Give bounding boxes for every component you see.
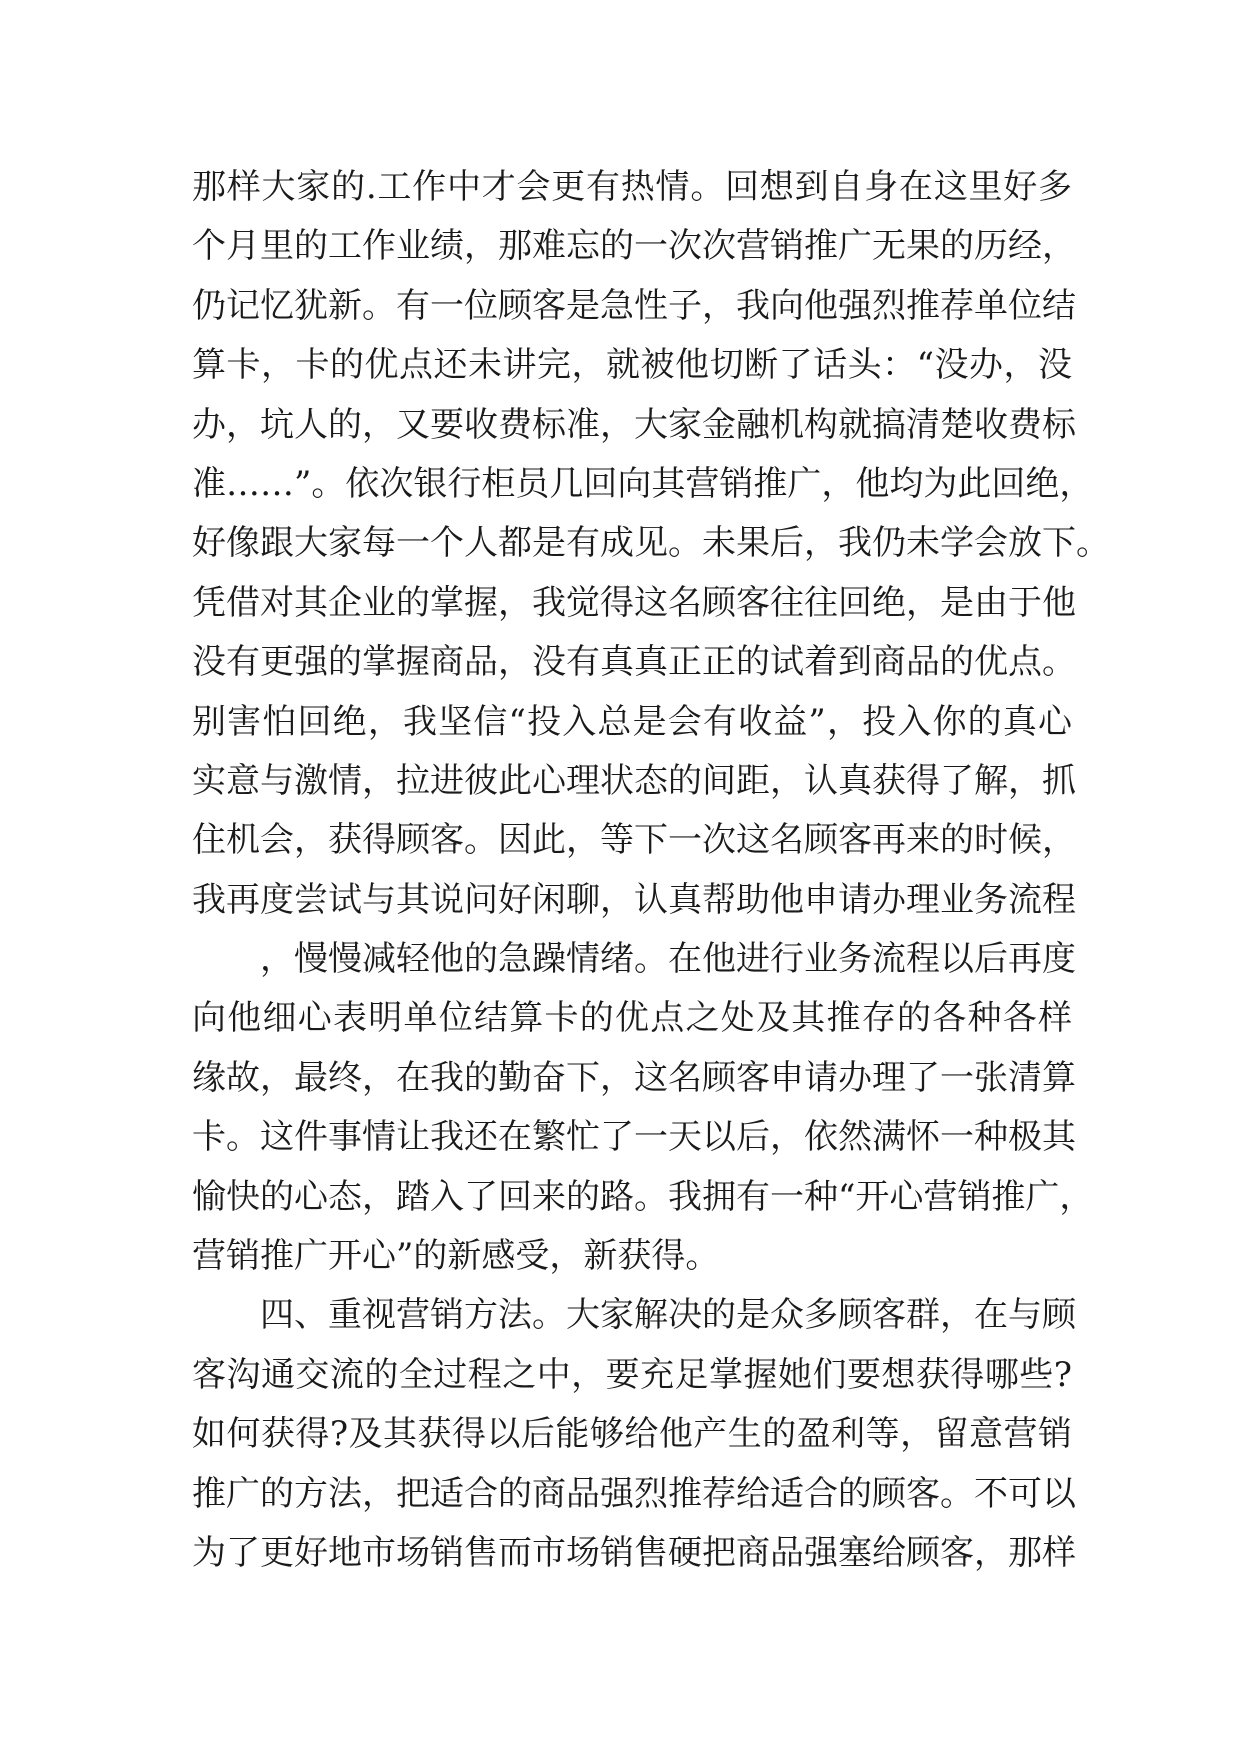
text-line: 那样大家的.工作中才会更有热情。回想到自身在这里好多	[192, 167, 1072, 207]
text-line: 推广的方法，把适合的商品强烈推荐给适合的顾客。不可以	[192, 1473, 1076, 1514]
text-line: 别害怕回绝，我坚信“投入总是会有收益”，投入你的真心	[192, 701, 1072, 742]
text-line: 营销推广开心”的新感受，新获得。	[192, 1236, 720, 1277]
text-line: 我再度尝试与其说问好闲聊，认真帮助他申请办理业务流程	[192, 879, 1076, 920]
text-line: 向他细心表明单位结算卡的优点之处及其推存的各种各样	[192, 998, 1072, 1039]
text-line: 准……”。依次银行柜员几回向其营销推广，他均为此回绝，	[192, 463, 1094, 504]
text-line: 愉快的心态，踏入了回来的路。我拥有一种“开心营销推广，	[192, 1176, 1094, 1217]
text-line: 实意与激情，拉进彼此心理状态的间距，认真获得了解，抓	[192, 760, 1076, 801]
text-line: 如何获得?及其获得以后能够给他产生的盈利等，留意营销	[192, 1414, 1072, 1455]
text-line: 住机会，获得顾客。因此，等下一次这名顾客再来的时候，	[192, 820, 1076, 861]
text-line: 算卡，卡的优点还未讲完，就被他切断了话头：“没办，没	[192, 345, 1072, 386]
text-line: 为了更好地市场销售而市场销售硬把商品强塞给顾客，那样	[192, 1532, 1076, 1573]
text-line: 四、重视营销方法。大家解决的是众多顾客群，在与顾	[260, 1295, 1076, 1336]
text-line: 办，坑人的，又要收费标准，大家金融机构就搞清楚收费标	[192, 404, 1076, 445]
text-line: 卡。这件事情让我还在繁忙了一天以后，依然满怀一种极其	[192, 1117, 1076, 1158]
text-line: 仍记忆犹新。有一位顾客是急性子，我向他强烈推荐单位结	[192, 285, 1076, 326]
text-line: 个月里的工作业绩，那难忘的一次次营销推广无果的历经，	[192, 226, 1076, 267]
body-text	[192, 158, 1110, 1583]
text-line: 缘故，最终，在我的勤奋下，这名顾客申请办理了一张清算	[192, 1057, 1076, 1098]
text-line: 好像跟大家每一个人都是有成见。未果后，我仍未学会放下。	[192, 523, 1110, 564]
text-line: 客沟通交流的全过程之中，要充足掌握她们要想获得哪些?	[192, 1354, 1072, 1395]
text-line: 凭借对其企业的掌握，我觉得这名顾客往往回绝，是由于他	[192, 582, 1076, 623]
text-line: ，慢慢减轻他的急躁情绪。在他进行业务流程以后再度	[260, 939, 1076, 980]
text-line: 没有更强的掌握商品，没有真真正正的试着到商品的优点。	[192, 642, 1076, 683]
